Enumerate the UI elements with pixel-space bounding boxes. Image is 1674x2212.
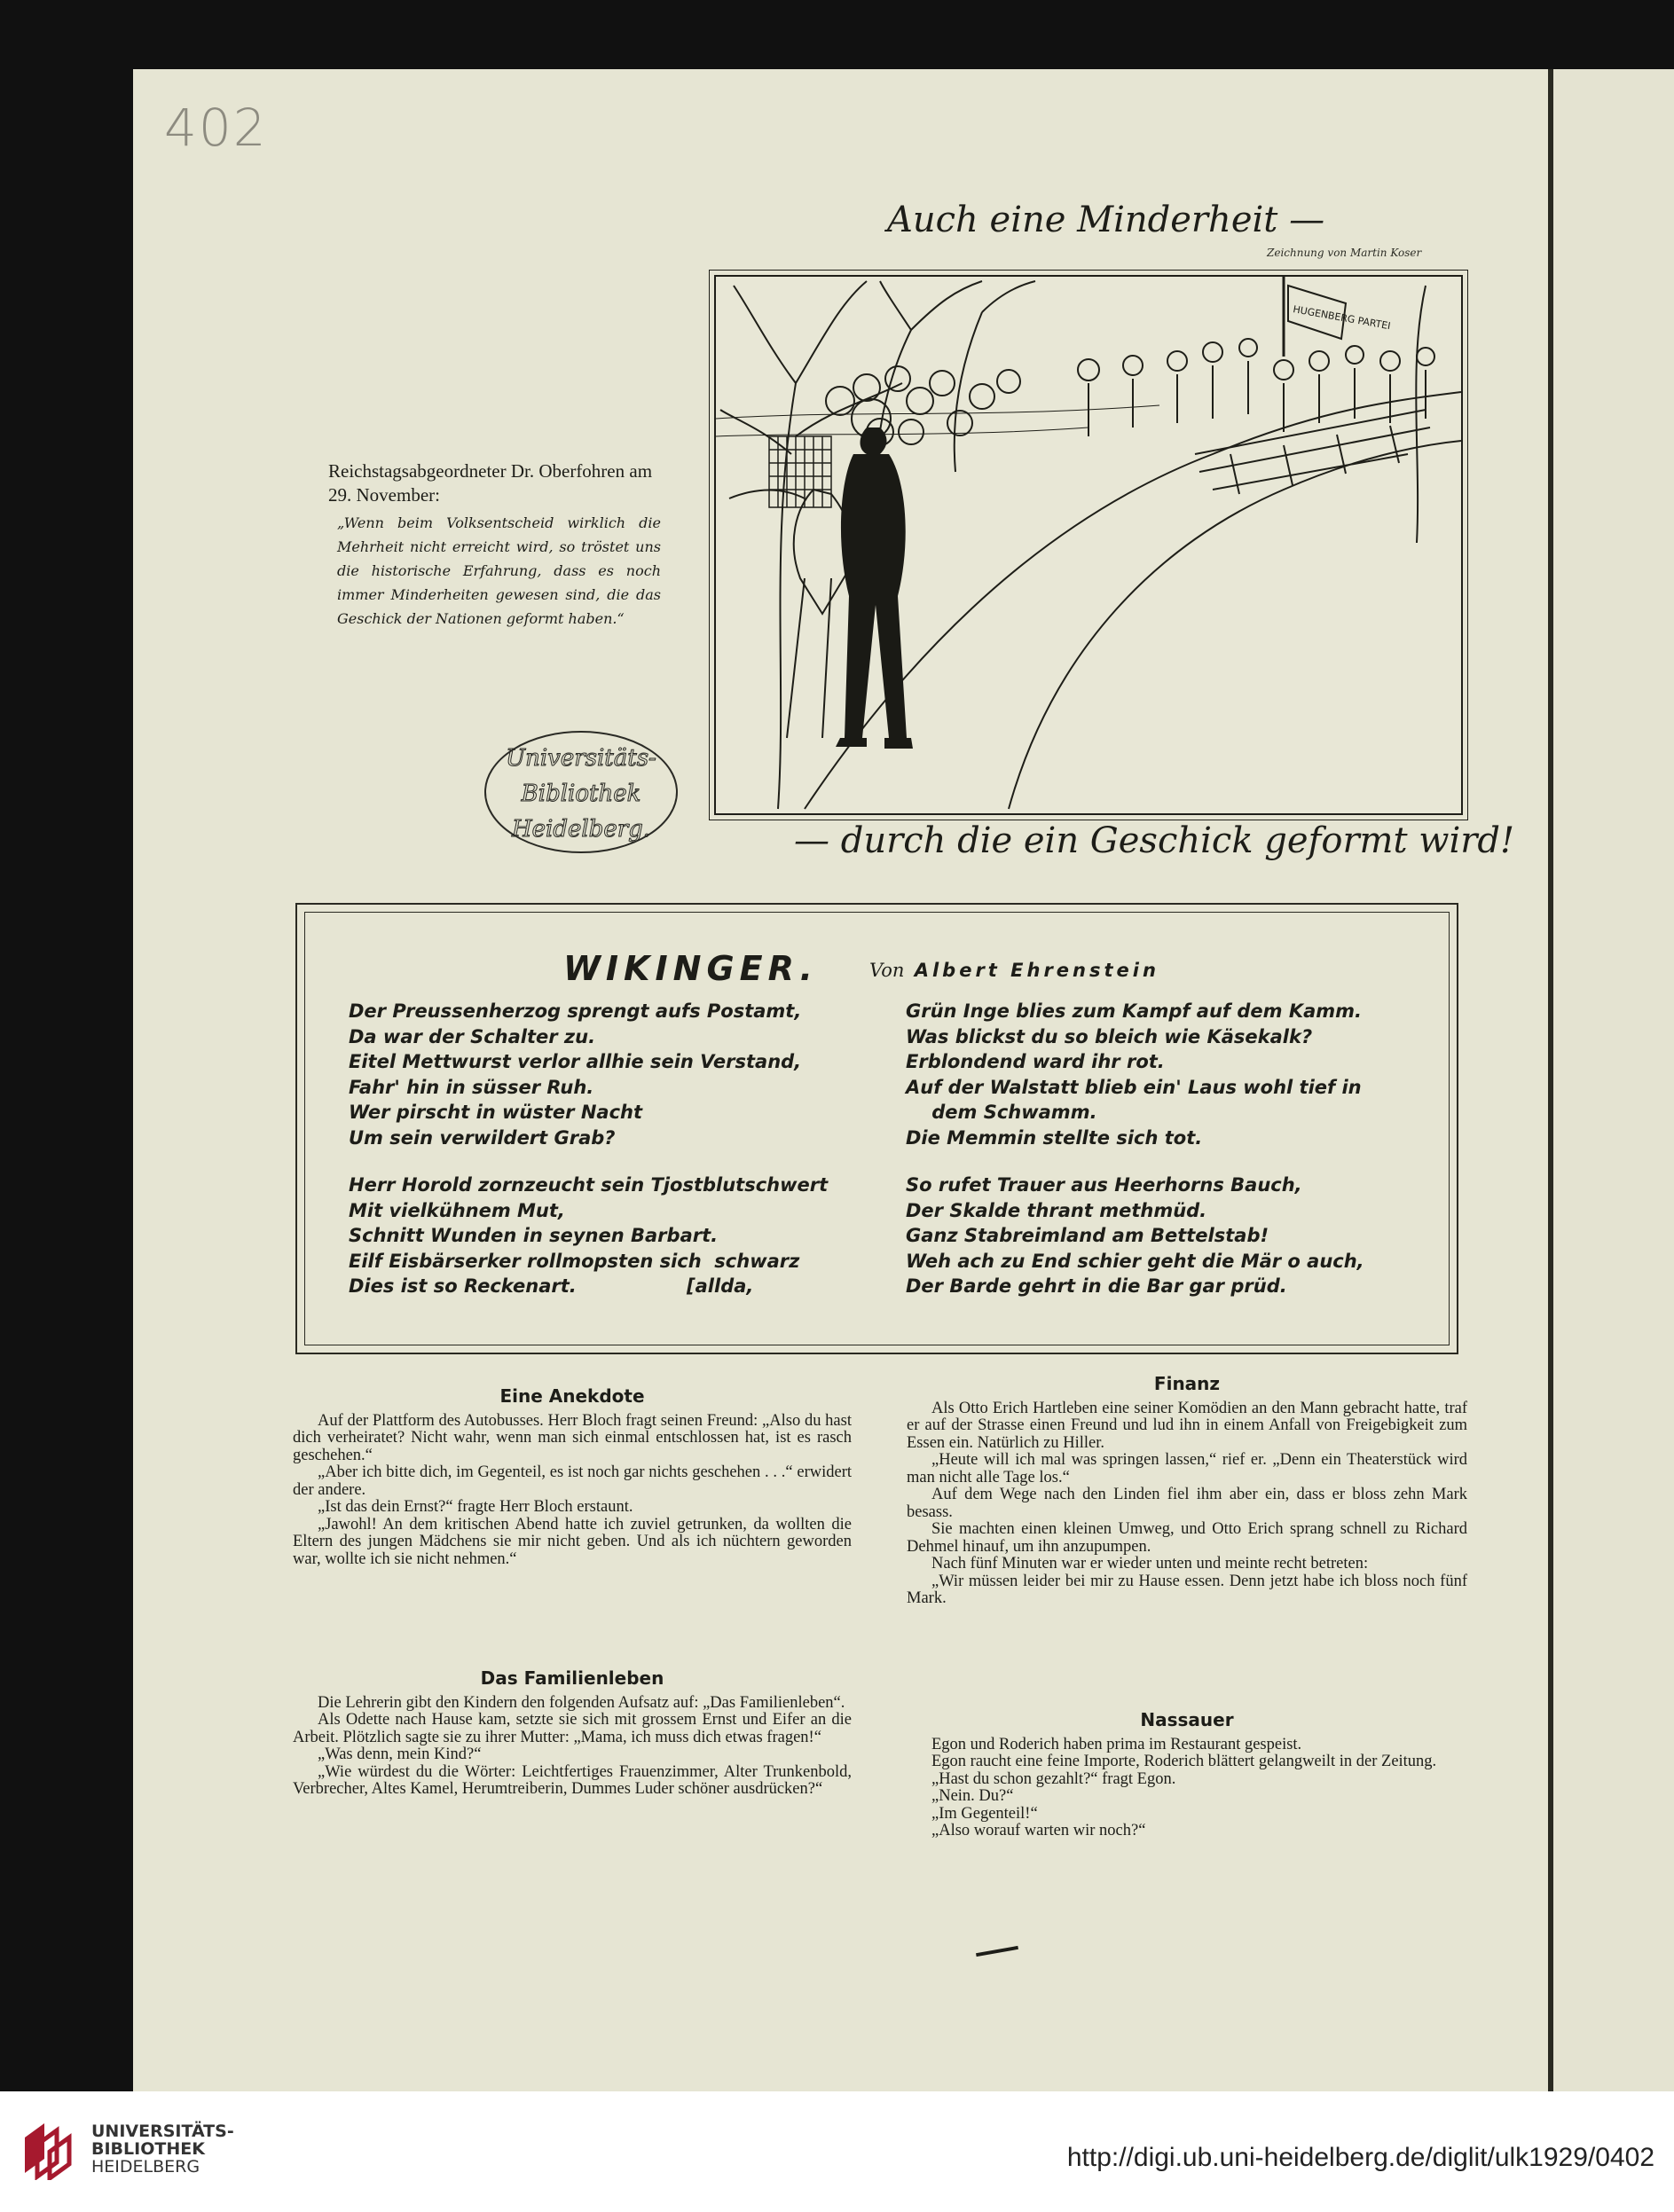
footer-bar [0,2091,1674,2212]
poem-line: Schnitt Wunden in seynen Barbart. [349,1225,719,1246]
paragraph: „Wir müssen leider bei mir zu Hause essen. Denn jetzt habe ich bloss noch fünf Mark. [907,1572,1467,1607]
pencil-page-number: 402 [164,98,268,158]
poem-line: Die Memmin stellte sich tot. [906,1126,1203,1149]
paragraph: „Aber ich bitte dich, im Gegenteil, es ist noch gar nichts geschehen . . .“ erwidert der andere. [293,1463,852,1499]
cartoon-title: Auch eine Minderheit — [887,200,1325,240]
poem-line: Der Barde gehrt in die Bar gar prüd. [906,1275,1287,1297]
poem-line: Grün Inge blies zum Kampf auf dem Kamm. [906,1000,1363,1022]
poem-line: Erblondend ward ihr rot. [906,1051,1165,1072]
poem-author-prefix: Von [869,960,905,981]
paragraph: Als Odette nach Hause kam, setzte sie sich mit grossem Ernst und Eifer an die Arbeit. Plötzlich sagte sie zu ihrer Mutter: „Mama, ich muss dich etwas fragen!“ [293,1711,852,1746]
poem-line: Eilf Eisbärserker rollmopsten sich schwarz [349,1250,800,1272]
cartoon-caption: — durch die ein Geschick geformt wird! [794,820,1515,861]
paragraph: „Also worauf warten wir noch?“ [931,1822,1146,1839]
poem-line: Auf der Walstatt blieb ein' Laus wohl tief in [906,1076,1362,1098]
poem-line: Der Skalde thrant methmüd. [906,1199,1207,1221]
poem-title: WIKINGER. [563,949,818,988]
familienleben-heading: Das Familienleben [480,1667,664,1689]
finanz-column [907,1373,1467,1608]
poem-line: Um sein verwildert Grab? [349,1126,616,1149]
quote-block [328,459,661,631]
anekdote-column [293,1385,852,1568]
paragraph: Auf dem Wege nach den Linden fiel ihm aber ein, dass er bloss zehn Mark besass. [907,1486,1467,1521]
paragraph: Als Otto Erich Hartleben eine seiner Komödien an den Mann gebracht hatte, traf er auf der Strasse einen Freund und lud ihn in einem Anfall von Freigebigkeit zum Essen ein. Natürlich zu Hiller. [907,1399,1467,1452]
poem-right-stanza-1 [906,999,1362,1150]
poem-line: Herr Horold zornzeucht sein Tjostblutschwert [349,1174,829,1196]
paragraph: „Im Gegenteil!“ [931,1804,1038,1823]
poem-line: Da war der Schalter zu. [349,1025,596,1047]
paragraph: Egon und Roderich haben prima im Restaurant gespeist. [931,1735,1302,1753]
party-sign-text: HUGENBERG PARTEI [1292,303,1392,333]
poem-line: Der Preussenherzog sprengt aufs Postamt, [349,1000,802,1022]
finanz-text [907,1400,1467,1608]
quote-lead: Reichstagsabgeordneter Dr. Oberfohren am 29. November: [328,460,653,506]
stamp-line-2: Bibliothek [521,780,641,807]
poem-line: Was blickst du so bleich wie Käsekalk? [906,1025,1313,1047]
library-logo-icon [18,2118,80,2180]
paragraph: Auf der Plattform des Autobusses. Herr Bloch fragt seinen Freund: „Also du hast dich verheiratet? Nicht wahr, wenn man sich einmal entschlossen hat, ist es rasch geschehen.“ [293,1411,852,1464]
cartoon-drawing [716,277,1461,813]
poem-line: So rufet Trauer aus Heerhorns Bauch, [906,1174,1302,1196]
library-stamp [479,726,683,859]
next-page-edge [1548,69,1674,2091]
paragraph: „Nein. Du?“ [931,1787,1014,1805]
poem-left-stanza-1 [349,999,801,1150]
poem-left-stanza-2 [349,1173,828,1299]
poem-author-line [869,960,1159,981]
familienleben-text [293,1695,852,1799]
familienleben-column [293,1667,852,1799]
stamp-line-1: Universitäts- [506,745,656,772]
stamp-line-3: Heidelberg. [511,816,651,843]
library-logo-text [91,2122,234,2176]
poem-author: Albert Ehrenstein [914,960,1159,981]
paragraph: „Was denn, mein Kind?“ [318,1745,482,1763]
paragraph: „Hast du schon gezahlt?“ fragt Egon. [931,1769,1176,1788]
anekdote-text [293,1413,852,1569]
poem-right-stanza-2 [906,1173,1364,1299]
permalink-url[interactable]: http://digi.ub.uni-heidelberg.de/diglit/ulk1929/0402 [1066,2143,1654,2172]
nassauer-heading: Nassauer [1140,1709,1234,1730]
poem-line: Wer pirscht in wüster Nacht [349,1102,643,1123]
paragraph: Egon raucht eine feine Importe, Roderich blättert gelangweilt in der Zeitung. [931,1753,1437,1770]
logo-line-3: HEIDELBERG [91,2157,200,2177]
poem-line: Mit vielkühnem Mut, [349,1199,565,1221]
paragraph: „Heute will ich mal was springen lassen,“ rief er. „Denn ein Theaterstück wird man nicht alle Tage los.“ [907,1451,1467,1486]
poem-box [295,903,1458,1354]
paragraph: „Wie würdest du die Wörter: Leichtfertiges Frauenzimmer, Alter Trunkenbold, Verbrecher, Altes Kamel, Herumtreiberin, Dummes Luder schöner ausdrücken?“ [293,1762,852,1798]
poem-line: dem Schwamm. [906,1102,1097,1123]
paragraph: Nach fünf Minuten war er wieder unten und meinte recht betreten: [931,1555,1369,1573]
poem-line: Weh ach zu End schier geht die Mär o auch, [906,1250,1364,1272]
poem-line: Fahr' hin in süsser Ruh. [349,1076,594,1098]
poem-line: Eitel Mettwurst verlor allhie sein Verstand, [349,1051,802,1072]
cartoon-credit: Zeichnung von Martin Koser [1267,247,1422,259]
logo-line-2: BIBLIOTHEK [91,2139,205,2159]
nassauer-column [907,1709,1467,1840]
logo-line-1: UNIVERSITÄTS- [91,2122,234,2141]
poem-line: Ganz Stabreimland am Bettelstab! [906,1225,1269,1246]
paragraph: „Jawohl! An dem kritischen Abend hatte ich zuviel getrunken, da wollten die Eltern des jungen Mädchens sie mir nicht geben. Und als ich nüchtern geworden war, wollte ich sie nicht nehmen.“ [293,1515,852,1568]
paragraph: „Ist das dein Ernst?“ fragte Herr Bloch erstaunt. [318,1498,633,1516]
paragraph: Sie machten einen kleinen Umweg, und Otto Erich sprang schnell zu Richard Dehmel hinauf, um ihn anzupumpen. [907,1520,1467,1556]
quote-body: „Wenn beim Volksentscheid wirklich die Mehrheit nicht erreicht wird, so tröstet uns die historische Erfahrung, dass es noch immer Minderheiten gewesen sind, die das Geschick der Nationen geformt haben.“ [337,514,661,627]
nassauer-text [907,1737,1467,1840]
poem-line: Dies ist so Reckenart. [allda, [349,1275,754,1297]
cartoon-illustration [714,275,1463,815]
anekdote-heading: Eine Anekdote [499,1385,645,1407]
finanz-heading: Finanz [1153,1373,1221,1394]
paragraph: Die Lehrerin gibt den Kindern den folgenden Aufsatz auf: „Das Familienleben“. [318,1693,845,1712]
